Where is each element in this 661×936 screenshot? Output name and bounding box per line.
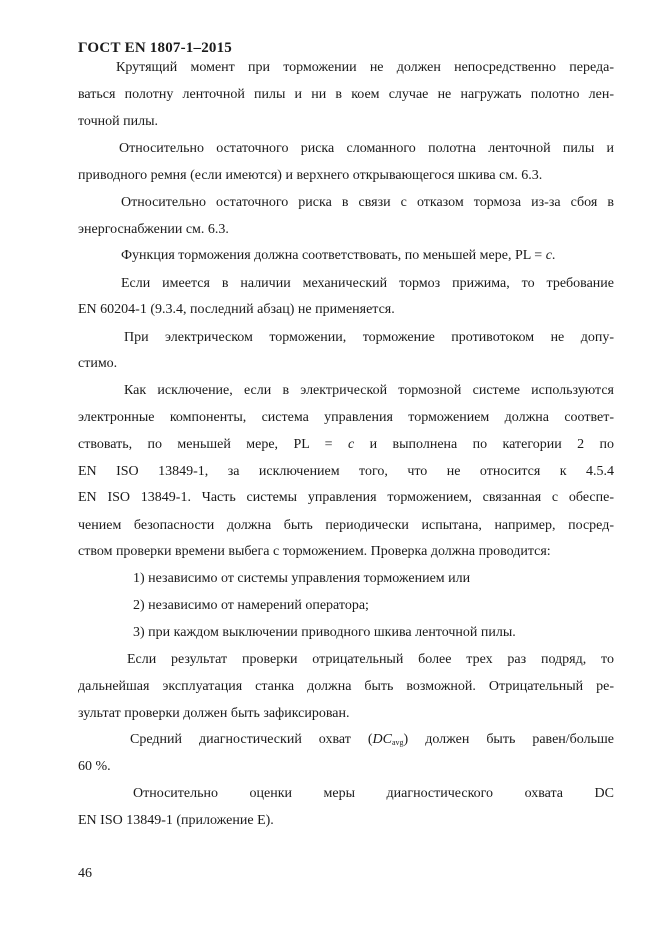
italic-symbol: c — [348, 437, 355, 452]
paragraph-line: энергоснабжении см. 6.3. — [78, 222, 229, 237]
paragraph-line: зультат проверки должен быть зафиксирован. — [78, 706, 350, 721]
paragraph-line: При электрическом торможении, торможение противотоком не допу- — [124, 330, 614, 345]
paragraph-line: стимо. — [78, 356, 118, 371]
text-run: ) должен быть равен/больше — [403, 732, 614, 747]
paragraph-line — [130, 732, 614, 751]
italic-symbol: c — [545, 248, 552, 263]
paragraph-line: EN ISO 13849-1, за исключением того, что не относится к 4.5.4 — [78, 464, 614, 479]
paragraph-line — [121, 248, 555, 264]
paragraph-line: Крутящий момент при торможении не должен непосредственно переда- — [116, 60, 614, 75]
paragraph-line: EN ISO 13849-1 (приложение E). — [78, 813, 274, 828]
paragraph-line: 60 %. — [78, 759, 111, 774]
paragraph-line: ством проверки времени выбега с торможением. Проверка должна проводится: — [78, 544, 551, 559]
list-item: 2) независимо от намерений оператора; — [133, 598, 369, 613]
paragraph-line: Если имеется в наличии механический тормоз прижима, то требование — [121, 276, 614, 291]
text-run: Функция торможения должна соответствовать, по меньшей мере, PL = — [121, 248, 546, 263]
paragraph-line: Относительно остаточного риска в связи с отказом тормоза из-за сбоя в — [121, 195, 614, 210]
text-run: ствовать, по меньшей мере, PL = — [78, 437, 348, 452]
page-number: 46 — [78, 866, 92, 881]
subscript: avg — [391, 738, 404, 747]
paragraph-line: EN ISO 13849-1. Часть системы управления торможением, связанная с обеспе- — [78, 490, 614, 505]
paragraph-line: дальнейшая эксплуатация станка должна быть возможной. Отрицательный ре- — [78, 679, 614, 694]
paragraph-line: Если результат проверки отрицательный более трех раз подряд, то — [127, 652, 614, 667]
paragraph-line: Как исключение, если в электрической тормозной системе используются — [124, 383, 614, 398]
text-run: Средний диагностический охват ( — [130, 732, 373, 747]
document-header: ГОСТ EN 1807-1–2015 — [78, 40, 232, 56]
paragraph-line: Относительно оценки меры диагностического охвата DC — [133, 786, 614, 801]
paragraph-line — [78, 437, 614, 453]
text-run: . — [551, 248, 556, 263]
paragraph-line: точной пилы. — [78, 114, 158, 129]
text-run: и выполнена по категории 2 по — [354, 437, 614, 452]
paragraph-line: Относительно остаточного риска сломанного полотна ленточной пилы и — [119, 141, 614, 156]
list-item: 1) независимо от системы управления торможением или — [133, 571, 471, 586]
italic-symbol: DC — [372, 732, 392, 747]
paragraph-line: чением безопасности должна быть периодически испытана, например, посред- — [78, 518, 614, 533]
paragraph-line: электронные компоненты, система управления торможением должна соответ- — [78, 410, 614, 425]
list-item: 3) при каждом выключении приводного шкива ленточной пилы. — [133, 625, 516, 640]
paragraph-line: EN 60204-1 (9.3.4, последний абзац) не применяется. — [78, 302, 395, 317]
paragraph-line: приводного ремня (если имеются) и верхнего открывающегося шкива см. 6.3. — [78, 168, 543, 183]
paragraph-line: ваться полотну ленточной пилы и ни в коем случае не нагружать полотно лен- — [78, 87, 614, 102]
